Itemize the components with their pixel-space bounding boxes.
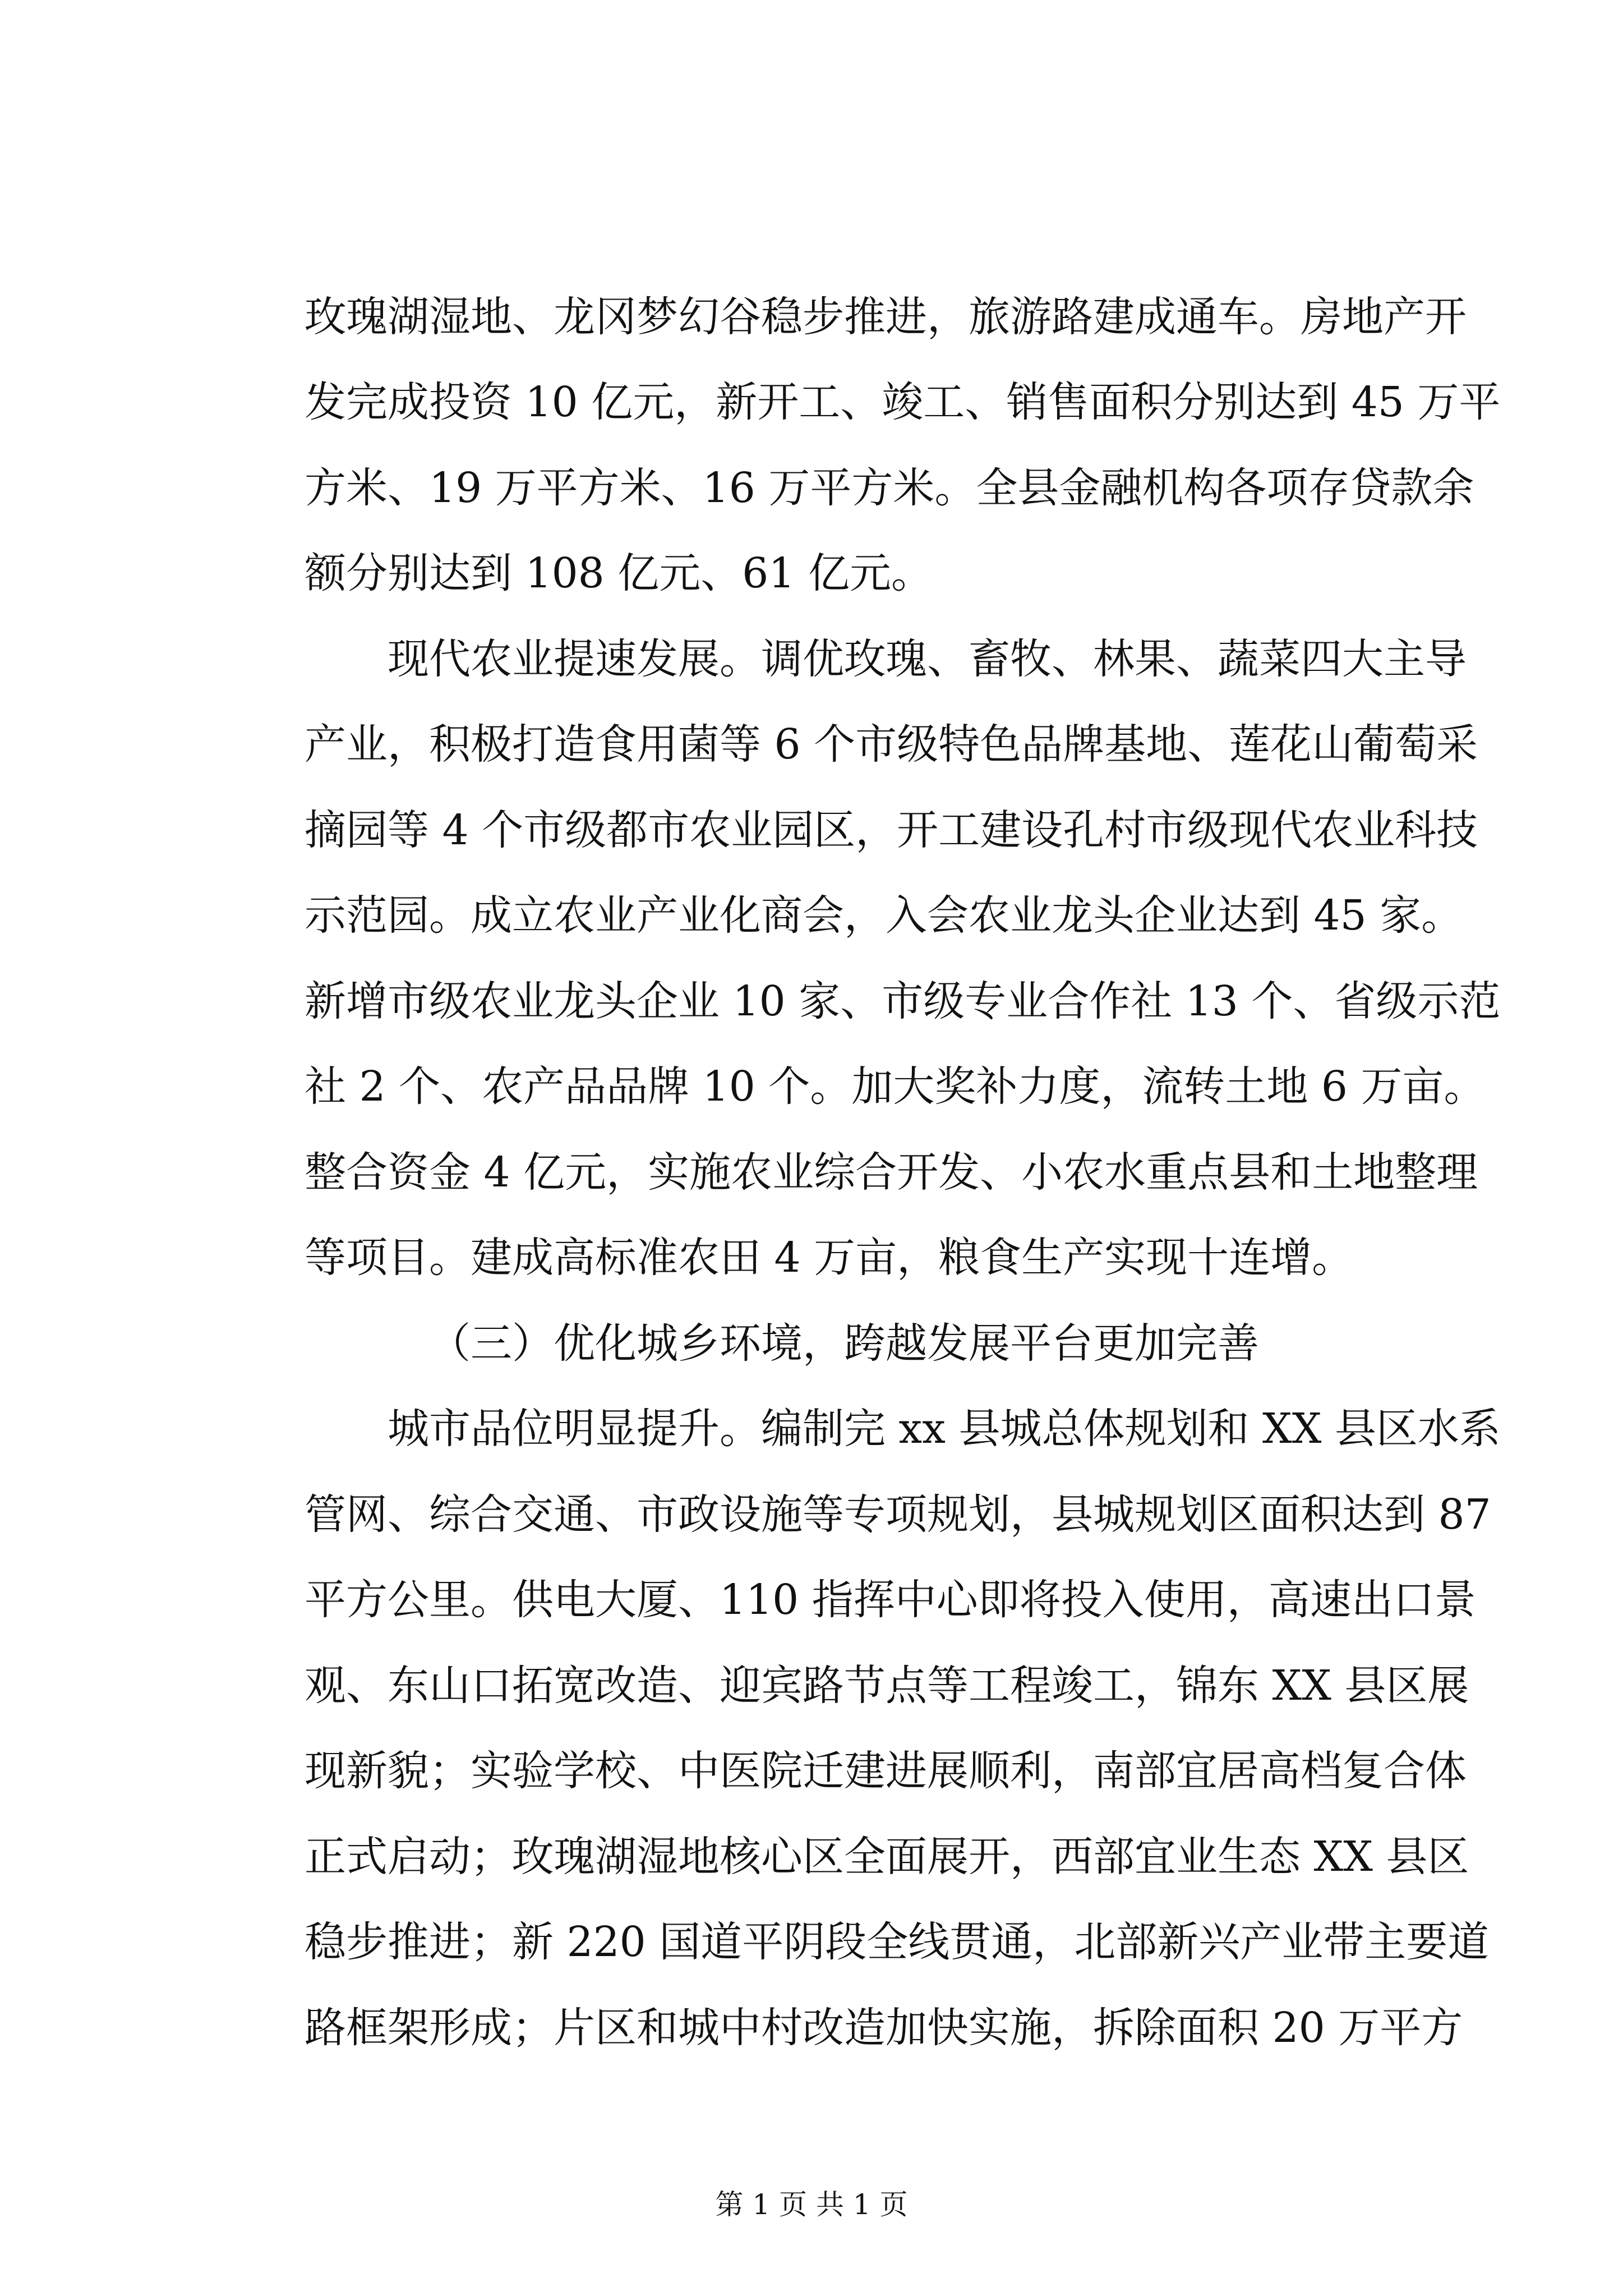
text-line: 现新貌；实验学校、中医院迁建进展顺利，南部宜居高档复合体 bbox=[305, 1747, 1467, 1795]
text-line: 额分别达到 108 亿元、61 亿元。 bbox=[305, 549, 933, 597]
text-line: 稳步推进；新 220 国道平阴段全线贯通，北部新兴产业带主要道 bbox=[305, 1918, 1490, 1966]
section-heading: （三）优化城乡环境，跨越发展平台更加完善 bbox=[429, 1319, 1259, 1368]
page-footer bbox=[0, 2182, 1623, 2227]
text-line: 新增市级农业龙头企业 10 家、市级专业合作社 13 个、省级示范 bbox=[305, 977, 1501, 1025]
text-line: 正式启动；玫瑰湖湿地核心区全面展开，西部宜业生态 XX 县区 bbox=[305, 1833, 1469, 1881]
text-line: 示范园。成立农业产业化商会，入会农业龙头企业达到 45 家。 bbox=[305, 891, 1463, 940]
text-line: 平方公里。供电大厦、110 指挥中心即将投入使用，高速出口景 bbox=[305, 1576, 1476, 1624]
text-line: 方米、19 万平方米、16 万平方米。全县金融机构各项存贷款余 bbox=[305, 464, 1474, 512]
text-line: 观、东山口拓宽改造、迎宾路节点等工程竣工，锦东 XX 县区展 bbox=[305, 1662, 1469, 1710]
text-line: 社 2 个、农产品品牌 10 个。加大奖补力度，流转土地 6 万亩。 bbox=[305, 1062, 1486, 1111]
text-line: 整合资金 4 亿元，实施农业综合开发、小农水重点县和土地整理 bbox=[305, 1148, 1478, 1197]
text-line: 玫瑰湖湿地、龙冈梦幻谷稳步推进，旅游路建成通车。房地产开 bbox=[305, 293, 1467, 341]
text-line: 管网、综合交通、市政设施等专项规划，县城规划区面积达到 87 bbox=[305, 1490, 1491, 1539]
text-line: 现代农业提速发展。调优玫瑰、畜牧、林果、蔬菜四大主导 bbox=[388, 635, 1467, 683]
text-line: 城市品位明显提升。编制完 xx 县城总体规划和 XX 县区水系 bbox=[388, 1405, 1501, 1453]
page-number: 第 1 页 共 1 页 bbox=[715, 2188, 908, 2221]
text-line: 产业，积极打造食用菌等 6 个市级特色品牌基地、莲花山葡萄采 bbox=[305, 720, 1478, 769]
text-line: 发完成投资 10 亿元，新开工、竣工、销售面积分别达到 45 万平 bbox=[305, 378, 1501, 426]
text-line: 摘园等 4 个市级都市农业园区，开工建设孔村市级现代农业科技 bbox=[305, 806, 1478, 854]
text-line: 等项目。建成高标准农田 4 万亩，粮食生产实现十连增。 bbox=[305, 1234, 1354, 1282]
text-line: 路框架形成；片区和城中村改造加快实施，拆除面积 20 万平方 bbox=[305, 2004, 1463, 2052]
